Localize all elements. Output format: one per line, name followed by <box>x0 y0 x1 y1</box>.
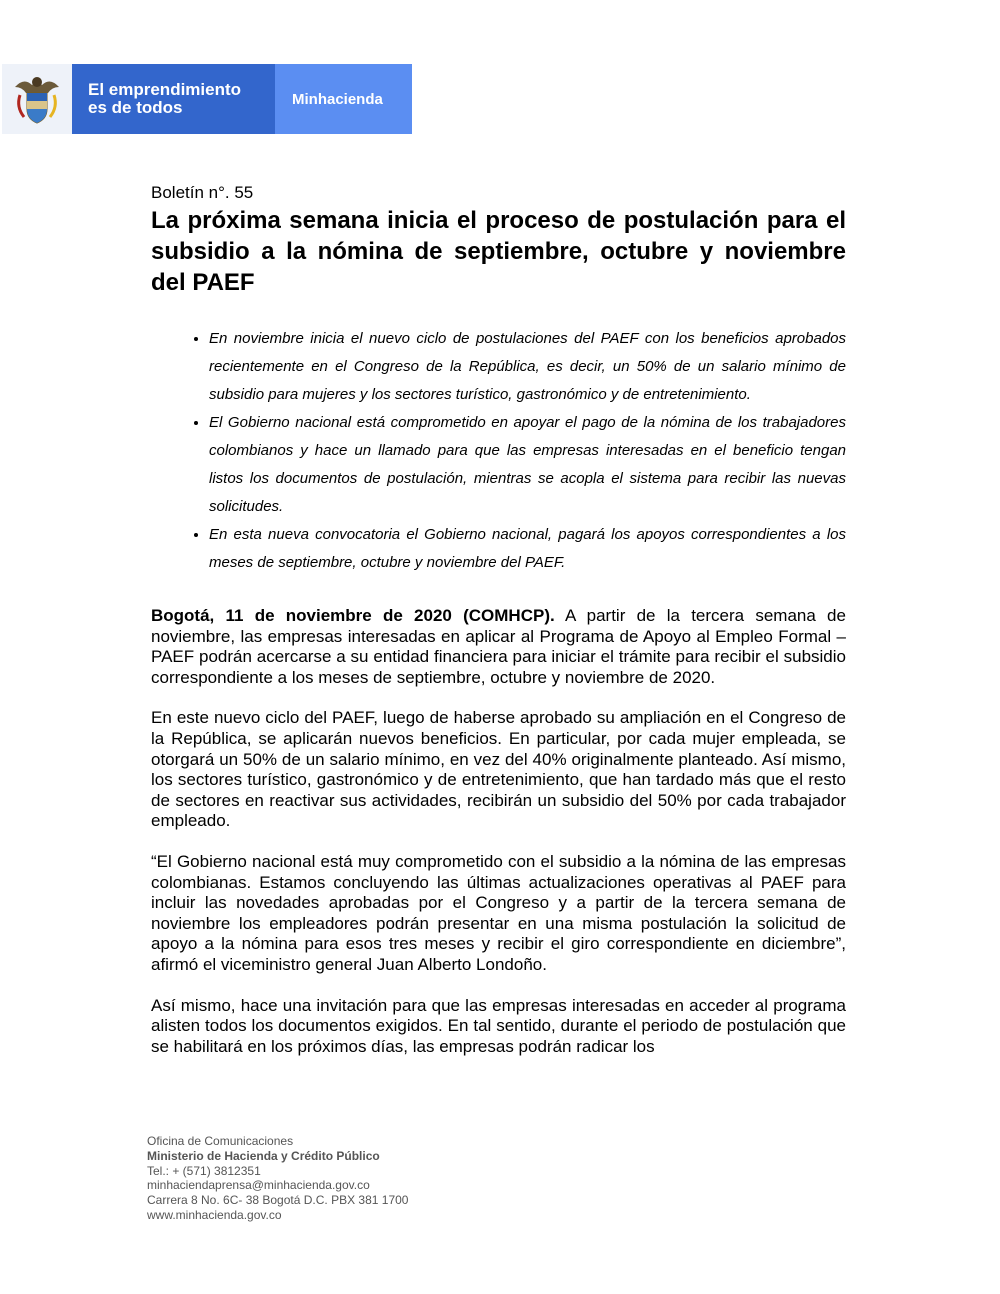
slogan-line-1: El emprendimiento <box>88 80 242 99</box>
article-title: La próxima semana inicia el proceso de postulación para el subsidio a la nómina de septiembre, octubre y noviembre del PAEF <box>151 207 846 296</box>
highlight-item: • El Gobierno nacional está comprometido en apoyar el pago de la nómina de los trabajadores colombianos y hace un llamado para que las empresas interesadas en el beneficio tengan listos los documentos de postulación, mientras se acopla el sistema para recibir las nuevas solicitudes. <box>209 409 846 521</box>
paragraph-3: “El Gobierno nacional está muy comprometido con el subsidio a la nómina de las empresas colombianas. Estamos concluyendo las últimas actualizaciones operativas al PAEF para incluir las novedades aprobadas por el Congreso y a partir de la tercera semana de noviembre los empleadores podrán presentar en una misma postulación la solicitud de apoyo a la nómina para esos tres meses y recibir el giro correspondiente en diciembre”, afirmó el viceministro general Juan Alberto Londoño. <box>151 851 846 974</box>
slogan-line-2: es de todos <box>88 98 183 117</box>
paragraph-2: En este nuevo ciclo del PAEF, luego de haberse aprobado su ampliación en el Congreso de la República, se aplicarán nuevos beneficios. En particular, por cada mujer empleada, se otorgará un 50% de un salario mínimo, en vez del 40% originalmente planteado. Así mismo, los sectores turístico, gastronómico y de entretenimiento, que han tardado más que el resto de sectores en reactivar sus actividades, recibirán un subsidio del 50% por cada trabajador empleado. <box>151 708 846 831</box>
footer-ministry: Ministerio de Hacienda y Crédito Público <box>147 1148 380 1163</box>
highlight-item: • En noviembre inicia el nuevo ciclo de postulaciones del PAEF con los beneficios aprobados recientemente en el Congreso de la República, es decir, un 50% de un salario mínimo de subsidio para mujeres y los sectores turístico, gastronómico y de entretenimiento. <box>209 325 846 409</box>
article <box>151 183 846 1057</box>
highlights-list <box>151 325 846 577</box>
paragraph-1 <box>151 606 846 688</box>
footer-email: minhaciendaprensa@minhacienda.gov.co <box>147 1178 370 1193</box>
footer-phone: Tel.: + (571) 3812351 <box>147 1163 261 1178</box>
paragraph-4: Así mismo, hace una invitación para que las empresas interesadas en acceder al programa alisten todos los documentos exigidos. En tal sentido, durante el periodo de postulación que se habilitará en los próximos días, las empresas podrán radicar los <box>151 995 846 1056</box>
slogan-block <box>72 64 275 134</box>
highlight-item: • En esta nueva convocatoria el Gobierno nacional, pagará los apoyos correspondientes a los meses de septiembre, octubre y noviembre del PAEF. <box>209 521 846 577</box>
header-banner <box>2 64 412 134</box>
ministry-block <box>275 64 412 134</box>
ministry-name: Minhacienda <box>292 90 383 108</box>
footer-office: Oficina de Comunicaciones <box>147 1134 294 1148</box>
coat-of-arms-box <box>2 64 72 134</box>
footer-contact <box>147 1134 408 1223</box>
colombia-coat-of-arms-icon <box>12 73 62 125</box>
footer-address: Carrera 8 No. 6C- 38 Bogotá D.C. PBX 381 1700 <box>147 1193 409 1208</box>
bulletin-number: Boletín n°. 55 <box>151 183 254 202</box>
dateline: Bogotá, 11 de noviembre de 2020 (COMHCP). <box>151 606 555 625</box>
footer-website: www.minhacienda.gov.co <box>147 1207 282 1222</box>
paragraph-1-text: A partir de la tercera semana de noviembre, las empresas interesadas en aplicar al Programa de Apoyo al Empleo Formal – PAEF podrán acercarse a su entidad financiera para iniciar el trámite para recibir el subsidio correspondiente a los meses de septiembre, octubre y noviembre de 2020. <box>151 606 846 687</box>
